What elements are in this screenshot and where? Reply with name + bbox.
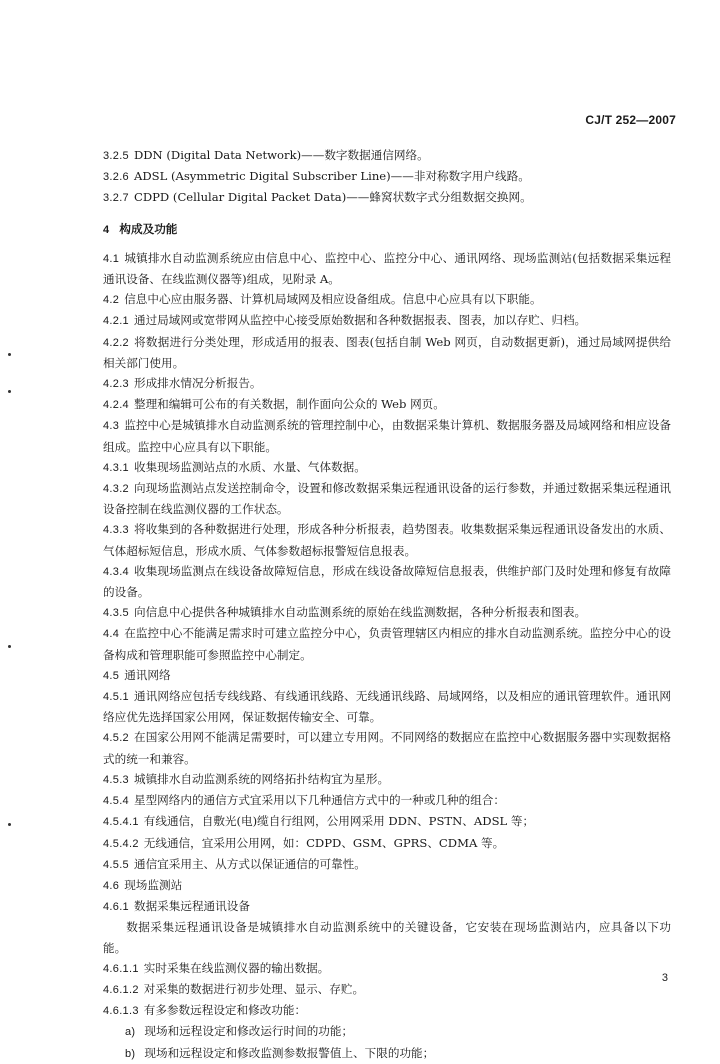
clause-4-5-1 [103,686,671,727]
clause-4-2-2 [103,332,671,373]
clause-4-1 [103,248,671,289]
clause-4-5 [103,665,671,686]
clause-4-6-1 [103,896,671,917]
scan-speck [8,823,11,826]
clause-4-3-2 [103,478,671,519]
clause-text: 通信宜采用主、从方式以保证通信的可靠性。 [133,856,366,871]
clause-text: 现场监测站 [124,877,183,892]
clause-4-6-1-3 [103,1000,671,1021]
clause-number: 4.6.1.1 [103,962,139,975]
list-item-text: 现场和远程设定和修改监测参数报警值上、下限的功能； [144,1045,435,1060]
clause-number: 4.3.3 [103,524,129,537]
clause-4-3 [103,415,671,456]
clause-text: 信息中心应由服务器、计算机局域网及相应设备组成。信息中心应具有以下职能。 [124,292,542,307]
clause-3-2-5 [103,145,671,166]
clause-text: CDPD (Cellular Digital Packet Data)——蜂窝状数字式分组数据交换网。 [133,190,532,205]
clause-number: 4.5.3 [103,773,129,786]
clause-text: 对采集的数据进行初步处理、显示、存贮。 [143,981,365,996]
clause-number: 4.5.4 [103,795,129,808]
clause-text: 通过局域网或宽带网从监控中心接受原始数据和各种数据报表、图表，加以存贮、归档。 [133,313,587,328]
list-item-b [103,1043,671,1064]
document-body [103,145,671,1064]
clause-4-6 [103,875,671,896]
clause-number: 4.2.2 [103,336,129,349]
clause-number: 3.2.6 [103,171,129,184]
clause-number: 4.2.4 [103,399,129,412]
scan-speck [8,353,11,356]
clause-text: 形成排水情况分析报告。 [133,376,262,391]
clause-text: 监控中心是城镇排水自动监测系统的管理控制中心，由数据采集计算机、数据服务器及局域网络和相应设备组成。监控中心应具有以下职能。 [103,418,671,454]
clause-4-5-4-1 [103,811,671,832]
clause-text: 星型网络内的通信方式宜采用以下几种通信方式中的一种或几种的组合： [133,793,505,808]
clause-number: 4.5.2 [103,732,129,745]
clause-text: 整理和编辑可公布的有关数据，制作面向公众的 Web 网页。 [133,397,445,412]
section-title: 构成及功能 [119,221,178,236]
clause-4-5-4-2 [103,833,671,854]
section-number: 4 [103,223,110,236]
clause-text: ADSL (Asymmetric Digital Subscriber Line)——非对称数字用户线路。 [133,169,530,184]
clause-4-6-1-1 [103,958,671,979]
clause-3-2-7 [103,187,671,208]
clause-text: 有线通信，自敷光(电)缆自行组网，公用网采用 DDN、PSTN、ADSL 等； [143,814,535,829]
scan-speck [8,390,11,393]
section-heading-4 [103,219,671,240]
clause-number: 4.5.4.1 [103,816,139,829]
clause-number: 4.3 [103,420,120,433]
clause-text: 收集现场监测点在线设备故障短信息，形成在线设备故障短信息报表，供维护部门及时处理和修复有故障的设备。 [103,563,671,600]
clause-number: 3.2.5 [103,150,129,162]
clause-number: 4.6.1 [103,901,129,914]
clause-text: 通讯网络应包括专线线路、有线通讯线路、无线通讯线路、局域网络，以及相应的通讯管理软件。通讯网络应优先选择国家公用网，保证数据传输安全、可靠。 [103,689,671,725]
clause-text: 将收集到的各种数据进行处理，形成各种分析报表，趋势图表。收集数据采集远程通讯设备发出的水质、气体超标短信息，形成水质、气体参数超标报警短信息报表。 [103,522,671,558]
clause-text: 城镇排水自动监测系统的网络拓扑结构宜为星形。 [133,771,390,786]
clause-number: 4.2 [103,294,120,307]
list-item-a [103,1021,671,1042]
clause-4-2-4 [103,394,671,415]
clause-text: 数据采集远程通讯设备 [133,899,250,914]
clause-text: 在监控中心不能满足需求时可建立监控分中心，负责管理辖区内相应的排水自动监测系统。监控分中心的设备构成和管理职能可参照监控中心制定。 [103,626,671,662]
clause-number: 4.2.3 [103,378,129,391]
clause-4-2 [103,289,671,310]
clause-4-2-1 [103,310,671,331]
clause-number: 4.4 [103,628,120,641]
clause-number: 3.2.7 [103,192,129,205]
clause-4-5-4 [103,790,671,811]
clause-text: 有多参数远程设定和修改功能： [143,1003,307,1018]
list-marker: a) [125,1026,136,1039]
clause-number: 4.3.4 [103,565,129,578]
scan-speck [8,645,11,648]
clause-number: 4.5.1 [103,691,129,704]
clause-number: 4.3.2 [103,483,129,496]
clause-text: 在国家公用网不能满足需要时，可以建立专用网。不同网络的数据应在监控中心数据服务器中实现数据格式的统一和兼容。 [103,730,671,766]
clause-number: 4.3.5 [103,607,129,620]
paragraph-device-description: 数据采集远程通讯设备是城镇排水自动监测系统中的关键设备，它安装在现场监测站内，应具备以下功能。 [103,920,671,955]
clause-text: 将数据进行分类处理，形成适用的报表、图表(包括自制 Web 网页，自动数据更新)，通过局域网提供给相关部门使用。 [103,334,671,370]
standard-code: CJ/T 252—2007 [585,113,676,127]
clause-text: 无线通信，宜采用公用网，如：CDPD、GSM、GPRS、CDMA 等。 [143,835,505,850]
clause-4-3-4 [103,561,671,602]
clause-text: 向现场监测站点发送控制命令，设置和修改数据采集远程通讯设备的运行参数，并通过数据采集远程通讯设备控制在线监测仪器的工作状态。 [103,481,671,517]
clause-number: 4.3.1 [103,461,129,474]
clause-text: DDN (Digital Data Network)——数字数据通信网络。 [133,148,429,162]
clause-4-4 [103,623,671,664]
clause-4-5-2 [103,727,671,768]
clause-text: 城镇排水自动监测系统应由信息中心、监控中心、监控分中心、通讯网络、现场监测站(包括数据采集远程通讯设备、在线监测仪器等)组成，见附录 A。 [103,250,671,287]
clause-number: 4.6.1.2 [103,983,139,996]
list-marker: b) [125,1047,136,1060]
clause-number: 4.6 [103,879,120,892]
clause-4-3-1 [103,457,671,478]
list-item-text: 现场和远程设定和修改运行时间的功能； [144,1024,354,1039]
clause-4-5-3 [103,769,671,790]
clause-4-2-3 [103,373,671,394]
clause-4-5-5 [103,854,671,875]
clause-number: 4.1 [103,252,120,265]
clause-number: 4.5.4.2 [103,837,139,850]
clause-text: 实时采集在线监测仪器的输出数据。 [143,960,330,975]
clause-number: 4.5.5 [103,858,129,871]
clause-number: 4.5 [103,669,120,682]
clause-3-2-6 [103,166,671,187]
clause-number: 4.2.1 [103,315,129,328]
clause-4-3-5 [103,602,671,623]
clause-4-3-3 [103,519,671,560]
clause-4-6-1-2 [103,979,671,1000]
clause-text: 向信息中心提供各种城镇排水自动监测系统的原始在线监测数据，各种分析报表和图表。 [133,605,587,620]
page-number: 3 [661,972,668,984]
clause-number: 4.6.1.3 [103,1005,139,1018]
clause-text: 收集现场监测站点的水质、水量、气体数据。 [133,459,366,474]
clause-text: 通讯网络 [124,667,171,682]
